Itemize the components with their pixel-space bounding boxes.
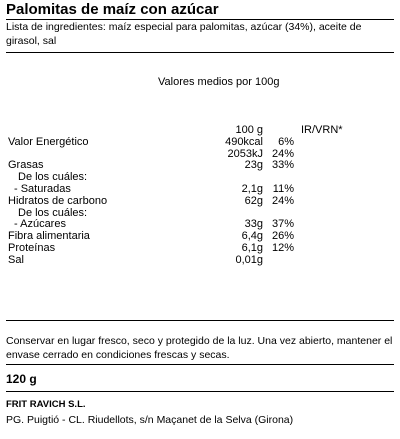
- nutrient-amount: 6,1g: [241, 242, 263, 254]
- nutrient-name: Grasas: [8, 159, 44, 171]
- storage-divider: [6, 320, 394, 321]
- nutrition-header: Valores medios por 100g: [158, 76, 280, 88]
- nutrient-name: Hidratos de carbono: [8, 195, 108, 207]
- nutrient-name: De los cuáles:: [18, 171, 88, 183]
- nutrient-amount: 2,1g: [241, 183, 263, 195]
- storage-instructions: Conservar en lugar fresco, seco y protegido de la luz. Una vez abierto, mantener el envase cerrado en condiciones frescas y secas.: [6, 335, 393, 361]
- column-header-ir: IR/VRN*: [301, 124, 343, 136]
- nutrient-amount: 0,01g: [235, 254, 263, 266]
- nutrient-ir: 11%: [272, 183, 294, 195]
- nutrient-ir: 37%: [271, 218, 294, 230]
- nutrient-name: - Azúcares: [14, 218, 66, 230]
- nutrient-name: - Saturadas: [14, 183, 71, 195]
- nutrient-name: Valor Energético: [8, 136, 89, 148]
- weight-divider: [6, 364, 394, 365]
- nutrient-ir: 6%: [278, 136, 294, 148]
- nutrient-ir: 12%: [271, 242, 294, 254]
- product-title: Palomitas de maíz con azúcar: [6, 1, 219, 18]
- nutrient-amount: 33g: [244, 218, 263, 230]
- nutrient-name: Fibra alimentaria: [8, 230, 90, 242]
- nutrient-name: Proteínas: [8, 242, 56, 254]
- nutrient-amount: 2053kJ: [227, 148, 263, 160]
- column-header-100g: 100 g: [235, 124, 263, 136]
- nutrient-ir: 24%: [271, 148, 294, 160]
- nutrient-amount: 6,4g: [241, 230, 263, 242]
- nutrient-amount: 62g: [244, 195, 263, 207]
- net-weight: 120 g: [6, 372, 37, 386]
- nutrient-amount: 23g: [244, 159, 263, 171]
- nutrient-name: De los cuáles:: [18, 207, 88, 219]
- ingredients-list: Lista de ingredientes: maíz especial para palomitas, azúcar (34%), aceite de girasol, sal: [6, 21, 362, 47]
- nutrient-name: Sal: [8, 254, 24, 266]
- nutrient-ir: 26%: [271, 230, 294, 242]
- nutrient-ir: 24%: [271, 195, 294, 207]
- nutrient-ir: 33%: [271, 159, 294, 171]
- company-address: PG. Puigtió - CL. Riudellots, s/n Maçanet de la Selva (Girona): [6, 414, 294, 426]
- company-divider: [6, 391, 394, 392]
- nutrient-amount: 490kcal: [225, 136, 263, 148]
- nutrition-top-divider: [6, 52, 394, 53]
- company-name: FRIT RAVICH S.L.: [6, 399, 86, 410]
